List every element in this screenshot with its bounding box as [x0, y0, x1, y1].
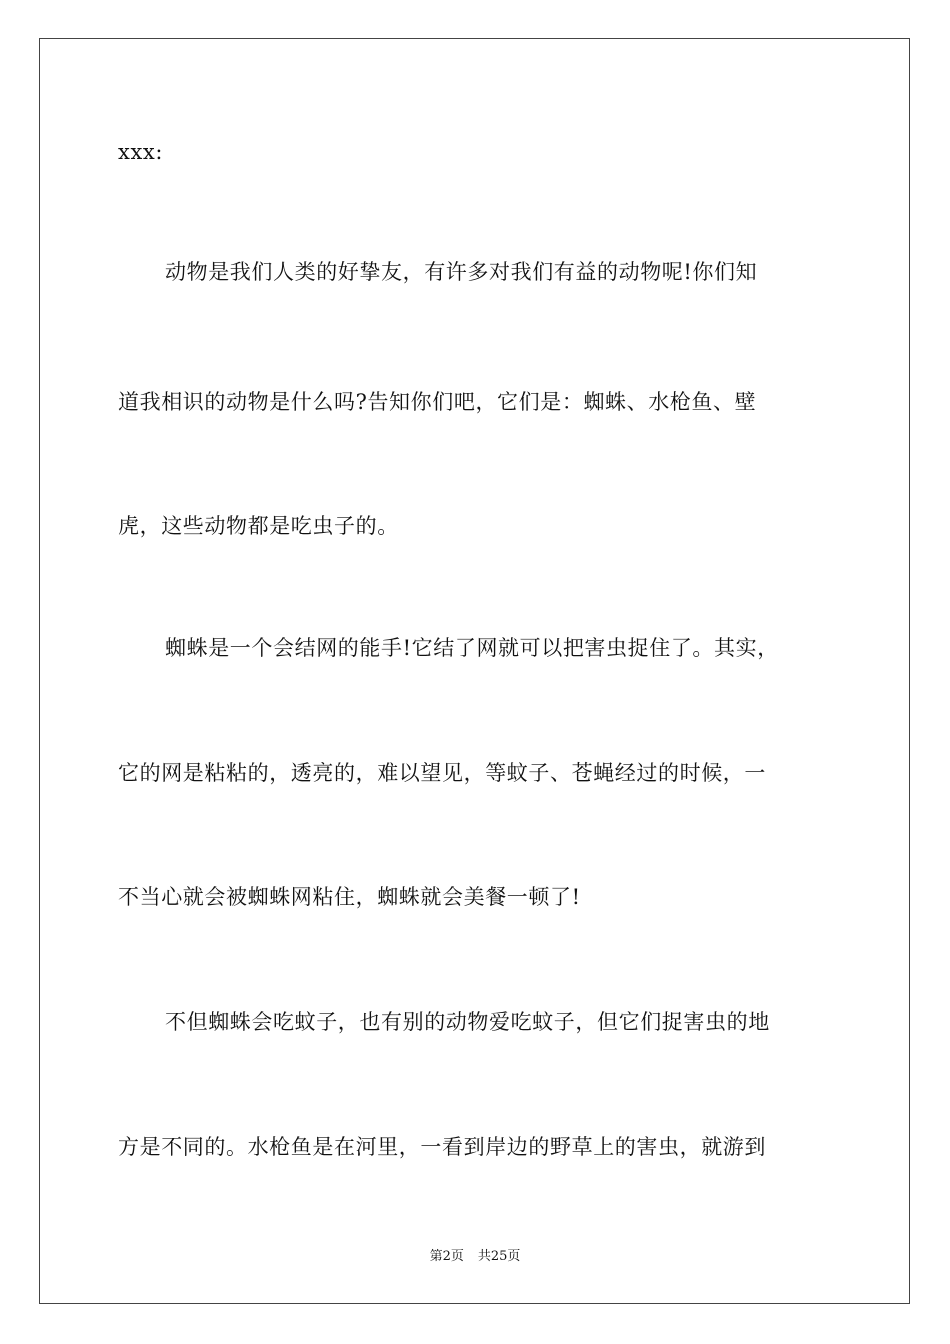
salutation: xxx:	[118, 140, 164, 164]
paragraph-1-line-3: 虎，这些动物都是吃虫子的。	[118, 514, 399, 538]
paragraph-2-line-3: 不当心就会被蜘蛛网粘住，蜘蛛就会美餐一顿了!	[118, 885, 581, 909]
page-number: 第2页	[429, 1249, 464, 1264]
page-footer	[0, 1248, 950, 1266]
page-total: 共25页	[477, 1249, 521, 1264]
paragraph-2-line-2: 它的网是粘粘的，透亮的，难以望见，等蚊子、苍蝇经过的时候，一	[118, 761, 766, 785]
paragraph-1-line-1: 动物是我们人类的好挚友，有许多对我们有益的动物呢!你们知	[165, 260, 758, 284]
paragraph-2-line-1: 蜘蛛是一个会结网的能手!它结了网就可以把害虫捉住了。其实，	[165, 636, 779, 660]
paragraph-3-line-1: 不但蜘蛛会吃蚊子，也有别的动物爱吃蚊子，但它们捉害虫的地	[165, 1010, 770, 1034]
paragraph-1-line-2: 道我相识的动物是什么吗?告知你们吧，它们是：蜘蛛、水枪鱼、壁	[118, 390, 757, 414]
page-frame	[39, 38, 910, 1304]
paragraph-3-line-2: 方是不同的。水枪鱼是在河里，一看到岸边的野草上的害虫，就游到	[118, 1135, 766, 1159]
